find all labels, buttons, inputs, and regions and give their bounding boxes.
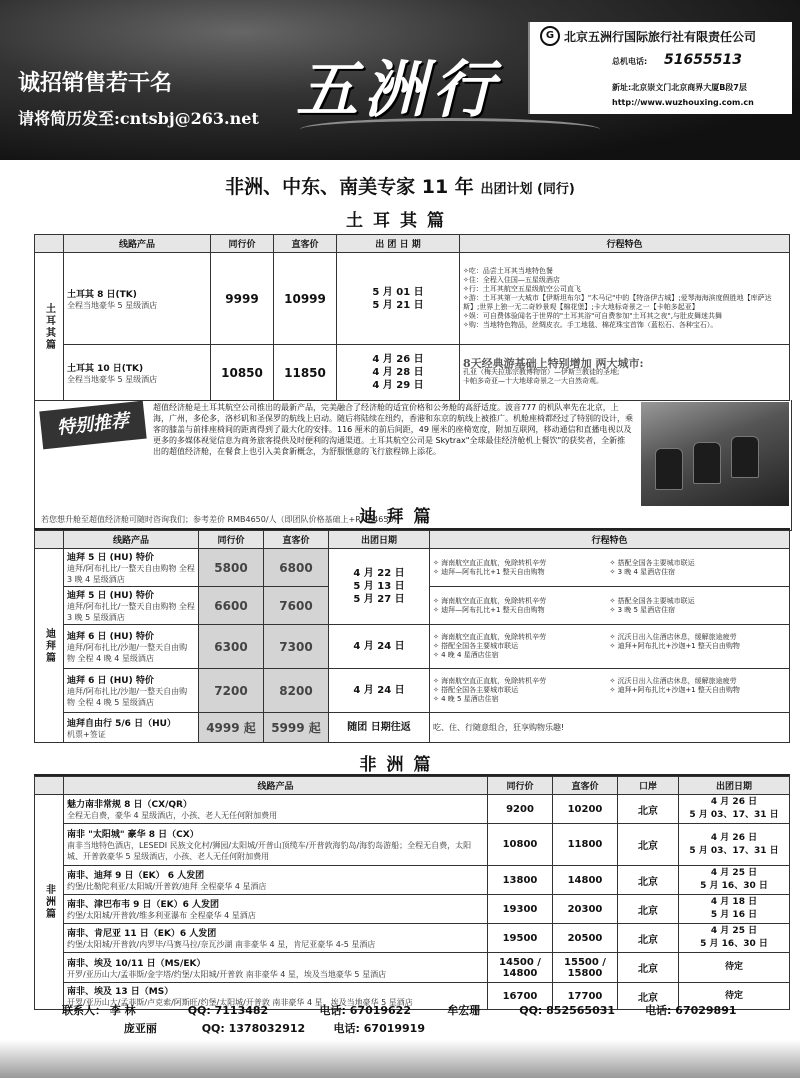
seat-shape bbox=[655, 448, 683, 490]
table-row: 迪拜 6 日 (HU) 特价 迪拜/阿布扎比/沙迦/一整天自由购物 全程 4 晚 5 星级酒店 7200 8200 4 月 24 日 ✧ 海南航空直正直航，免除转机辛劳 ✧ 搭配全国各主要城市联运 ✧ 4 晚 5 星酒店住宿 ✧ 沉沃日出入住酒店休息，缓解旅途疲劳 ✧ 迪拜+阿布扎比+沙迦+1 整天自由购物 bbox=[35, 669, 790, 713]
col-route: 线路产品 bbox=[64, 235, 211, 253]
address-line: 新址:北京崇文门北京商界大厦B段7层 bbox=[612, 83, 747, 92]
africa-table: 线路产品 同行价 直客价 口岸 出团日期 非洲篇 魅力南非常规 8 日（CX/QR） 全程无自费，豪华 4 星级酒店，小孩、老人无任何附加费用 9200 10200 北京 4 月 26 日 5 月 03、17、31 日 南非 "太阳城" 豪华 8 日（CX） 南非当地特色酒店，LESEDI 民族文化村/狮园/太阳城/开普山顶缆车/开普敦海豹岛/海豹岛游船；全程无自费，太阳城、开普敦豪华 5 星级酒店，小孩、老人无任何附加费用 10800 11800 北京 4 月 26 日 5 月 03、17、31 日 南非、迪拜 9 日（EK） 6 人发团 约堡/比勒陀利亚/太阳城/开普敦/迪拜 全程豪华 4 星酒店 13800 14800 北京 4 月 25 日 5 月 16、30 日 南非、津巴布韦 9 日（EK）6 人发团 约堡/太阳城/开普敦/维多利亚瀑布 全程豪华 4 星酒店 19300 20300 北京 4 月 18 日 5 月 16 日 南非、肯尼亚 11 日（EK）6 人发团 约堡/太阳城/开普敦/内罗毕/马赛马拉/奈瓦沙湖 南非豪华 4 星，肯尼亚豪华 4-5 星酒店 19500 20500 北京 4 月 25 日 5 月 16、30 日 南非、埃及 10/11 日（MS/EK） 开罗/亚历山大/孟菲斯/金字塔/约堡/太阳城/开普敦 南非豪华 4 星，埃及当地豪华 5 星酒店 14500 / 14800 15500 / 15800 北京 待定 南非、埃及 13 日（MS） 开罗/亚历山大/孟菲斯/卢克索/阿斯旺/约堡/太阳城/开普敦 南非豪华 4 星，埃及当地豪华 5 星酒店 16700 17700 北京 待定 bbox=[34, 776, 790, 1010]
seat-shape bbox=[731, 436, 759, 478]
table-row: 南非、肯尼亚 11 日（EK）6 人发团 约堡/太阳城/开普敦/内罗毕/马赛马拉/奈瓦沙湖 南非豪华 4 星，肯尼亚豪华 4-5 星酒店 19500 20500 北京 4 月 25 日 5 月 16、30 日 bbox=[35, 924, 790, 953]
table-row: 迪拜自由行 5/6 日（HU） 机票+签证 4999 起 5999 起 随团 日期往返 吃、住、行随意组合，狂享购物乐趣! bbox=[35, 713, 790, 743]
brand-logo: 五洲行 bbox=[296, 53, 501, 126]
col-features: 行程特色 bbox=[460, 235, 790, 253]
dubai-side-label: 迪拜篇 bbox=[35, 549, 64, 743]
turkey-features: ✧吃：品尝土耳其当地特色餐 ✧住：全程入住国—五星级酒店 ✧行：土耳其航空五星级航空公司直飞 ✧游：土耳其第一大城市【伊斯坦布尔】"木马记"中的【特洛伊古城】;爱琴海海滨度假胜地【库萨达斯】;世界上独一无二奇妙景观【棉花堡】;卡大地标奇景之一【卡帕多起亚】 ✧娱：可自费体验闻名于世界的"土耳其浴"可自费参加"土耳其之夜",与肚皮舞迷共舞 ✧购：当地特色物品，丝绸皮衣。手工地毯、棉花珠宝首饰（蓝松石、各种宝石）。 bbox=[460, 253, 790, 345]
recruit-email: 请将简历发至:cntsbj@263.net bbox=[18, 109, 259, 128]
contacts-row-1: 联系人： 李 林 QQ: 7113482 电话: 67019622 牟宏珊 QQ: 852565031 电话: 67029891 bbox=[62, 1004, 737, 1017]
col-dates: 出 团 日 期 bbox=[337, 235, 460, 253]
footer-decoration bbox=[0, 1040, 800, 1078]
table-row: 非洲篇 魅力南非常规 8 日（CX/QR） 全程无自费，豪华 4 星级酒店，小孩、老人无任何附加费用 9200 10200 北京 4 月 26 日 5 月 03、17、31 日 bbox=[35, 795, 790, 824]
table-row: 迪拜篇 迪拜 5 日 (HU) 特价 迪拜/阿布扎比/一整天自由购物 全程 3 晚 4 星级酒店 5800 6800 4 月 22 日 5 月 13 日 5 月 27 日 ✧ 海南航空直正直航，免除转机辛劳 ✧ 迪拜—阿布扎比+1 整天自由购物 ✧ 搭配全国各主要城市联运 ✧ 3 晚 4 星酒店住宿 bbox=[35, 549, 790, 587]
table-row: 南非、津巴布韦 9 日（EK）6 人发团 约堡/太阳城/开普敦/维多利亚瀑布 全程豪华 4 星酒店 19300 20300 北京 4 月 18 日 5 月 16 日 bbox=[35, 895, 790, 924]
phone-label: 总机电话: bbox=[612, 57, 648, 66]
upgrade-ad-footnote: 若您想升舱至超值经济舱可随时咨询我们；参考差价 RMB4650/人（即团队价格基础上+RMB4650） bbox=[41, 515, 402, 524]
table-row: 土耳其篇 土耳其 8 日(TK) 全程当地豪华 5 星级酒店 9999 10999 5 月 01 日 5 月 21 日 ✧吃：品尝土耳其当地特色餐 ✧住：全程入住国—五星级酒店 ✧行：土耳其航空五星级航空公司直飞 ✧游：土耳其第一大城市【伊斯坦布尔】"木马记"中的【特洛伊古城】;爱琴海海滨度假胜地【库萨达斯】;世界上独一无二奇妙景观【棉花堡】;卡大地标奇景之一【卡帕多起亚】 ✧娱：可自费体验闻名于世界的"土耳其浴"可自费参加"土耳其之夜",与肚皮舞迷共舞 ✧购：当地特色物品，丝绸皮衣。手工地毯、棉花珠宝首饰（蓝松石、各种宝石）。 bbox=[35, 253, 790, 345]
company-logo-icon: G bbox=[540, 26, 560, 46]
table-row: 迪拜 6 日 (HU) 特价 迪拜/阿布扎比/沙迦/一整天自由购物 全程 4 晚 4 星级酒店 6300 7300 4 月 24 日 ✧ 海南航空直正直航，免除转机辛劳 ✧ 搭配全国各主要城市联运 ✧ 4 晚 4 星酒店住宿 ✧ 沉沃日出入住酒店休息，缓解旅途疲劳 ✧ 迪拜+阿布扎比+沙迦+1 整天自由购物 bbox=[35, 625, 790, 669]
company-name: G 北京五洲行国际旅行社有限责任公司 bbox=[540, 26, 756, 46]
turkey-bonus: 8天经典游基础上特别增加 两大城市: 孔亚（梅夫拉那宗教博物馆）—伊斯兰教徒的圣地; 卡帕多奇亚—十大地球奇景之一大自然奇观。 bbox=[460, 345, 790, 401]
recommend-stamp: 特别推荐 bbox=[39, 401, 146, 450]
turkey-side-label: 土耳其篇 bbox=[35, 253, 64, 401]
africa-heading: 非洲篇 bbox=[359, 755, 441, 775]
phone-number: 51655513 bbox=[664, 52, 742, 68]
dubai-heading: 迪拜篇 bbox=[359, 507, 441, 527]
table-row: 迪拜 5 日 (HU) 特价 迪拜/阿布扎比/一整天自由购物 全程 3 晚 5 星级酒店 6600 7600 ✧ 海南航空直正直航，免除转机辛劳 ✧ 迪拜—阿布扎比+1 整天自由购物 ✧ 搭配全国各主要城市联运 ✧ 3 晚 5 星酒店住宿 bbox=[35, 587, 790, 625]
table-row: 南非、埃及 13 日（MS） 开罗/亚历山大/孟菲斯/卢克索/阿斯旺/约堡/太阳城/开普敦 南非豪华 4 星，埃及当地豪华 5 星酒店 16700 17700 北京 待定 bbox=[35, 983, 790, 1010]
header-banner bbox=[0, 0, 800, 160]
upgrade-ad-text: 超值经济舱是土耳其航空公司推出的最新产品，完美融合了经济舱的适宜价格和公务舱的高舒适度。波音777 的机队率先在北京，上海，广州，多伦多，洛杉矶和圣保罗的航线上启动。随后将陆续在纽约，香港和东京的航线上被推广。机舱座椅都经过了特别的设计，乘客的膝盖与前排座椅间的距离得到了最大化的安排。116 厘米的前后间距，49 厘米的座椅宽度，附加互联网，移动通信和直播电视以及更多的多媒体视觉信息为商务旅客提供及时便利的沟通渠道。土耳其航空公司是 Skytrax"全球最佳经济舱机上餐饮"的获奖者，全新推出的超值经济舱，在餐食上也引入美食新概念，为舒服惬意的飞行旅程锦上添花。 bbox=[153, 403, 633, 456]
cabin-seat-image bbox=[641, 402, 789, 506]
recruit-text: 诚招销售若干名 bbox=[18, 70, 173, 96]
table-row: 土耳其 10 日(TK) 全程当地豪华 5 星级酒店 10850 11850 4 月 26 日 4 月 28 日 4 月 29 日 8天经典游基础上特别增加 两大城市: 孔亚（梅夫拉那宗教博物馆）—伊斯兰教徒的圣地; 卡帕多奇亚—十大地球奇景之一大自然奇观。 bbox=[35, 345, 790, 401]
africa-side-label: 非洲篇 bbox=[35, 795, 64, 1010]
table-row: 南非 "太阳城" 豪华 8 日（CX） 南非当地特色酒店，LESEDI 民族文化村/狮园/太阳城/开普山顶缆车/开普敦海豹岛/海豹岛游船；全程无自费，太阳城、开普敦豪华 5 星级酒店，小孩、老人无任何附加费用 10800 11800 北京 4 月 26 日 5 月 03、17、31 日 bbox=[35, 824, 790, 866]
page-title: 非洲、中东、南美专家 11 年 出团计划 (同行) bbox=[225, 176, 575, 198]
seat-shape bbox=[693, 442, 721, 484]
dubai-table: 线路产品 同行价 直客价 出团日期 行程特色 迪拜篇 迪拜 5 日 (HU) 特价 迪拜/阿布扎比/一整天自由购物 全程 3 晚 4 星级酒店 5800 6800 4 月 22 日 5 月 13 日 5 月 27 日 ✧ 海南航空直正直航，免除转机辛劳 ✧ 迪拜—阿布扎比+1 整天自由购物 ✧ 搭配全国各主要城市联运 ✧ 3 晚 4 星酒店住宿 迪拜 5 日 (HU) 特价 迪拜/阿布扎比/一整天自由购物 全程 3 晚 5 星级酒店 6600 7600 ✧ 海南航空直正直航，免除转机辛劳 ✧ 迪拜—阿布扎比+1 整天自由购物 ✧ 搭配全国各主要城市联运 ✧ 3 晚 5 星酒店住宿 迪拜 6 日 (HU) 特价 迪拜/阿布扎比/沙迦/一整天自由购物 全程 4 晚 4 星级酒店 6300 7300 4 月 24 日 ✧ 海南航空直正直航，免除转机辛劳 ✧ 搭配全国各主要城市联运 ✧ 4 晚 4 星酒店住宿 ✧ 沉沃日出入住酒店休息，缓解旅途疲劳 ✧ 迪拜+阿布扎比+沙迦+1 整天自由购物 迪拜 6 日 (HU) 特价 迪拜/阿布扎比/沙迦/一整天自由购物 全程 4 晚 5 星级酒店 7200 8200 4 月 24 日 ✧ 海南航空直正直航，免除转机辛劳 ✧ 搭配全国各主要城市联运 ✧ 4 晚 5 星酒店住宿 ✧ 沉沃日出入住酒店休息，缓解旅途疲劳 ✧ 迪拜+阿布扎比+沙迦+1 整天自由购物 迪拜自由行 5/6 日（HU） 机票+签证 4999 起 5999 起 随团 日期往返 吃、住、行随意组合，狂享购物乐趣! bbox=[34, 530, 790, 743]
brand-swoosh bbox=[300, 118, 600, 141]
turkey-table bbox=[34, 234, 790, 401]
contacts-row-2: 庞亚丽 QQ: 1378032912 电话: 67019919 bbox=[123, 1022, 425, 1035]
table-row: 南非、埃及 10/11 日（MS/EK） 开罗/亚历山大/孟菲斯/金字塔/约堡/太阳城/开普敦 南非豪华 4 星，埃及当地豪华 5 星酒店 14500 / 14800 15500 / 15800 北京 待定 bbox=[35, 953, 790, 983]
table-row: 南非、迪拜 9 日（EK） 6 人发团 约堡/比勒陀利亚/太阳城/开普敦/迪拜 全程豪华 4 星酒店 13800 14800 北京 4 月 25 日 5 月 16、30 日 bbox=[35, 866, 790, 895]
turkey-heading: 土耳其篇 bbox=[346, 211, 454, 231]
col-trade-price: 同行价 bbox=[211, 235, 274, 253]
website-link[interactable]: http://www.wuzhouxing.com.cn bbox=[612, 98, 754, 107]
col-direct-price: 直客价 bbox=[274, 235, 337, 253]
